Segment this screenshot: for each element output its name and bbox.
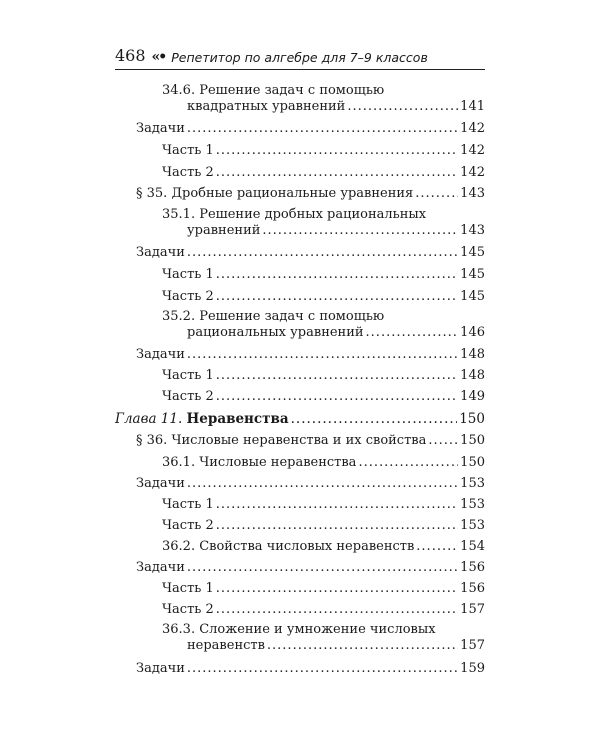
toc-entry-title: 36.2. Свойства числовых неравенств — [162, 539, 415, 554]
toc-entry-title: Часть 2 — [162, 602, 214, 617]
toc-page-number: 145 — [460, 245, 485, 260]
toc-page-number: 153 — [460, 497, 485, 512]
toc-entry-title: Часть 2 — [162, 165, 214, 180]
toc-entry-title: квадратных уравнений — [187, 99, 346, 114]
toc-entry — [136, 476, 485, 492]
toc-page-number: 156 — [460, 560, 485, 575]
toc-entry-title-line1: 35.2. Решение задач с помощью — [162, 309, 385, 324]
toc-entry-title: Задачи — [136, 347, 185, 362]
toc-page-number: 156 — [460, 581, 485, 596]
toc-entry-title: Часть 2 — [162, 389, 214, 404]
toc-entry — [162, 539, 485, 555]
toc-entry-title: Часть 2 — [162, 289, 214, 304]
toc-entry-title: Часть 2 — [162, 518, 214, 533]
toc-entry-title: Задачи — [136, 661, 185, 676]
toc-page-number: 143 — [460, 186, 485, 201]
toc-entry — [136, 661, 485, 677]
toc-entry — [187, 638, 485, 654]
toc-entry — [162, 143, 485, 159]
toc-entry — [136, 433, 485, 449]
toc-page-number: 157 — [460, 602, 485, 617]
toc-chapter-entry — [115, 411, 485, 427]
toc-entry-title: Часть 1 — [162, 497, 214, 512]
toc-entry — [136, 245, 485, 261]
toc-entry-title: 36.1. Числовые неравенства — [162, 455, 357, 470]
toc-entry — [162, 368, 485, 384]
toc-entry-title: Часть 1 — [162, 267, 214, 282]
toc-page-number: 150 — [460, 455, 485, 470]
toc-entry — [162, 518, 485, 534]
toc-entry-title: § 35. Дробные рациональные уравнения — [136, 186, 414, 201]
toc-entry-title: Задачи — [136, 476, 185, 491]
chapter-number: Глава 11. — [115, 411, 183, 427]
toc-page-number: 143 — [460, 223, 485, 238]
toc-page-number: 150 — [459, 411, 485, 427]
running-header — [115, 44, 485, 70]
toc-entry-title: Часть 1 — [162, 143, 214, 158]
toc-page-number: 148 — [460, 368, 485, 383]
toc-entry — [136, 347, 485, 363]
toc-page-number: 146 — [460, 325, 485, 340]
book-title: Репетитор по алгебре для 7–9 классов — [171, 50, 428, 65]
toc-entry — [136, 121, 485, 137]
toc-entry-title-line1: 34.6. Решение задач с помощью — [162, 83, 385, 98]
toc-page-number: 153 — [460, 476, 485, 491]
toc-entry-title: рациональных уравнений — [187, 325, 364, 340]
chevron-ornament-icon: «• — [151, 49, 166, 65]
toc-entry — [187, 223, 485, 239]
toc-entry — [187, 325, 485, 341]
toc-page-number: 159 — [460, 661, 485, 676]
toc-entry-title: § 36. Числовые неравенства и их свойства — [136, 433, 427, 448]
toc-entry-title-line1: 35.1. Решение дробных рациональных — [162, 207, 427, 222]
toc-page-number: 154 — [460, 539, 485, 554]
toc-entry-title: неравенств — [187, 638, 265, 653]
toc-page-number: 150 — [460, 433, 485, 448]
toc-entry-title: уравнений — [187, 223, 261, 238]
toc-entry — [162, 389, 485, 405]
toc-entry-title: Задачи — [136, 560, 185, 575]
toc-page-number: 142 — [460, 143, 485, 158]
toc-page-number: 142 — [460, 121, 485, 136]
toc-entry-title: Часть 1 — [162, 581, 214, 596]
toc-entry-title: Задачи — [136, 245, 185, 260]
page-number: 468 — [115, 46, 146, 65]
toc-entry — [187, 99, 485, 115]
toc-entry — [162, 497, 485, 513]
toc-entry — [162, 165, 485, 181]
toc-page-number: 157 — [460, 638, 485, 653]
toc-entry — [136, 186, 485, 202]
toc-page-number: 145 — [460, 267, 485, 282]
toc-page-number: 141 — [460, 99, 485, 114]
toc-entry — [162, 289, 485, 305]
toc-page-number: 153 — [460, 518, 485, 533]
toc-entry — [136, 560, 485, 576]
chapter-title: Неравенства — [186, 411, 289, 427]
toc-page-number: 148 — [460, 347, 485, 362]
toc-page-number: 145 — [460, 289, 485, 304]
toc-entry — [162, 581, 485, 597]
toc-entry-title: Задачи — [136, 121, 185, 136]
toc-entry — [162, 602, 485, 618]
toc-page-number: 142 — [460, 165, 485, 180]
toc-entry — [162, 455, 485, 471]
toc-entry — [162, 267, 485, 283]
toc-entry-title: Часть 1 — [162, 368, 214, 383]
toc-entry-title-line1: 36.3. Сложение и умножение числовых — [162, 622, 436, 637]
toc-page-number: 149 — [460, 389, 485, 404]
